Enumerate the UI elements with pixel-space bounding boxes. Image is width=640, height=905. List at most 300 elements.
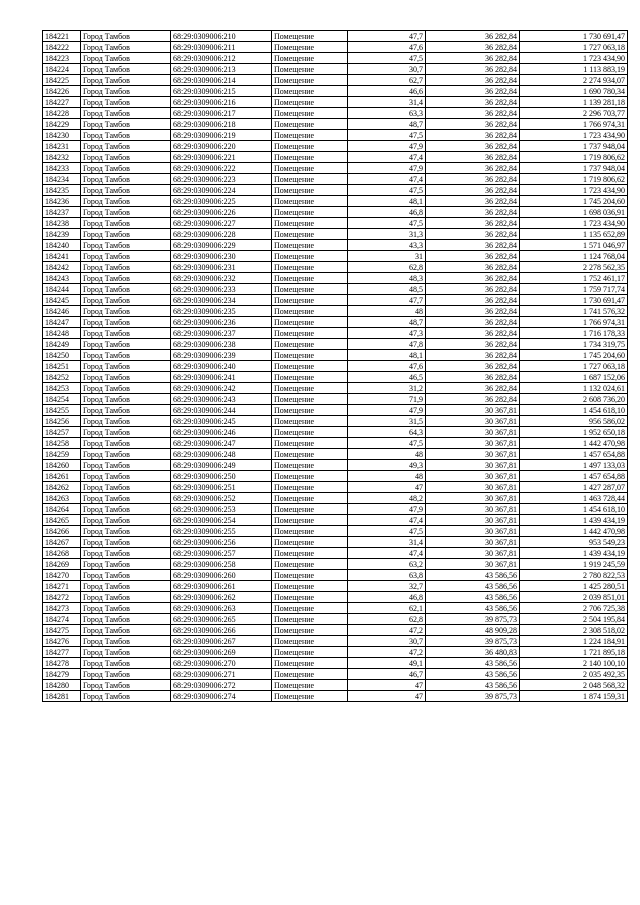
specific-value-cell: 30 367,81 — [426, 438, 520, 449]
cadastral-value-cell: 1 737 948,04 — [520, 163, 628, 174]
cadastral-value-cell: 1 734 319,75 — [520, 339, 628, 350]
area-cell: 48,5 — [348, 284, 426, 295]
object-type-cell: Помещение — [272, 405, 348, 416]
city-cell: Город Тамбов — [81, 328, 171, 339]
table-row — [43, 130, 628, 141]
table-row — [43, 108, 628, 119]
table-row — [43, 383, 628, 394]
city-cell: Город Тамбов — [81, 647, 171, 658]
specific-value-cell: 39 875,73 — [426, 614, 520, 625]
cadastral-value-cell: 1 442 470,98 — [520, 438, 628, 449]
cadastral-number-cell: 68:29:0309006:246 — [171, 427, 272, 438]
cadastral-value-cell: 1 427 287,07 — [520, 482, 628, 493]
specific-value-cell: 36 282,84 — [426, 196, 520, 207]
area-cell: 47,9 — [348, 141, 426, 152]
cadastral-number-cell: 68:29:0309006:271 — [171, 669, 272, 680]
table-row — [43, 163, 628, 174]
specific-value-cell: 39 875,73 — [426, 691, 520, 702]
row-number-cell: 184228 — [43, 108, 81, 119]
city-cell: Город Тамбов — [81, 372, 171, 383]
row-number-cell: 184251 — [43, 361, 81, 372]
cadastral-value-cell: 1 766 974,31 — [520, 317, 628, 328]
row-number-cell: 184254 — [43, 394, 81, 405]
cadastral-value-cell: 1 687 152,06 — [520, 372, 628, 383]
object-type-cell: Помещение — [272, 669, 348, 680]
area-cell: 32,7 — [348, 581, 426, 592]
area-cell: 48,7 — [348, 317, 426, 328]
row-number-cell: 184221 — [43, 31, 81, 42]
table-row — [43, 141, 628, 152]
cadastral-number-cell: 68:29:0309006:248 — [171, 449, 272, 460]
specific-value-cell: 30 367,81 — [426, 427, 520, 438]
object-type-cell: Помещение — [272, 515, 348, 526]
row-number-cell: 184247 — [43, 317, 81, 328]
table-row — [43, 339, 628, 350]
specific-value-cell: 30 367,81 — [426, 537, 520, 548]
city-cell: Город Тамбов — [81, 427, 171, 438]
object-type-cell: Помещение — [272, 229, 348, 240]
row-number-cell: 184273 — [43, 603, 81, 614]
area-cell: 46,8 — [348, 207, 426, 218]
area-cell: 47,3 — [348, 328, 426, 339]
cadastral-value-cell: 1 730 691,47 — [520, 31, 628, 42]
row-number-cell: 184237 — [43, 207, 81, 218]
city-cell: Город Тамбов — [81, 42, 171, 53]
cadastral-value-cell: 1 135 652,89 — [520, 229, 628, 240]
table-row — [43, 515, 628, 526]
area-cell: 47,5 — [348, 130, 426, 141]
object-type-cell: Помещение — [272, 625, 348, 636]
city-cell: Город Тамбов — [81, 416, 171, 427]
specific-value-cell: 30 367,81 — [426, 460, 520, 471]
specific-value-cell: 36 282,84 — [426, 31, 520, 42]
specific-value-cell: 43 586,56 — [426, 669, 520, 680]
city-cell: Город Тамбов — [81, 449, 171, 460]
cadastral-number-cell: 68:29:0309006:254 — [171, 515, 272, 526]
specific-value-cell: 36 480,83 — [426, 647, 520, 658]
area-cell: 47,5 — [348, 526, 426, 537]
table-row — [43, 31, 628, 42]
table-row — [43, 185, 628, 196]
table-row — [43, 460, 628, 471]
cadastral-number-cell: 68:29:0309006:220 — [171, 141, 272, 152]
cadastral-number-cell: 68:29:0309006:245 — [171, 416, 272, 427]
cadastral-number-cell: 68:29:0309006:241 — [171, 372, 272, 383]
object-type-cell: Помещение — [272, 350, 348, 361]
table-row — [43, 669, 628, 680]
table-row — [43, 592, 628, 603]
cadastral-value-cell: 2 039 851,01 — [520, 592, 628, 603]
area-cell: 46,5 — [348, 372, 426, 383]
cadastral-value-cell: 1 124 768,04 — [520, 251, 628, 262]
table-row — [43, 53, 628, 64]
row-number-cell: 184281 — [43, 691, 81, 702]
cadastral-value-cell: 2 706 725,38 — [520, 603, 628, 614]
object-type-cell: Помещение — [272, 339, 348, 350]
row-number-cell: 184226 — [43, 86, 81, 97]
cadastral-number-cell: 68:29:0309006:252 — [171, 493, 272, 504]
row-number-cell: 184241 — [43, 251, 81, 262]
cadastral-number-cell: 68:29:0309006:269 — [171, 647, 272, 658]
specific-value-cell: 30 367,81 — [426, 548, 520, 559]
cadastral-value-cell: 1 439 434,19 — [520, 515, 628, 526]
row-number-cell: 184280 — [43, 680, 81, 691]
cadastral-value-cell: 1 723 434,90 — [520, 185, 628, 196]
city-cell: Город Тамбов — [81, 229, 171, 240]
object-type-cell: Помещение — [272, 108, 348, 119]
table-row — [43, 229, 628, 240]
specific-value-cell: 36 282,84 — [426, 295, 520, 306]
city-cell: Город Тамбов — [81, 218, 171, 229]
object-type-cell: Помещение — [272, 526, 348, 537]
city-cell: Город Тамбов — [81, 317, 171, 328]
cadastral-number-cell: 68:29:0309006:239 — [171, 350, 272, 361]
city-cell: Город Тамбов — [81, 691, 171, 702]
object-type-cell: Помещение — [272, 427, 348, 438]
cadastral-value-cell: 956 586,02 — [520, 416, 628, 427]
cadastral-value-cell: 1 425 280,51 — [520, 581, 628, 592]
object-type-cell: Помещение — [272, 482, 348, 493]
cadastral-number-cell: 68:29:0309006:265 — [171, 614, 272, 625]
city-cell: Город Тамбов — [81, 350, 171, 361]
cadastral-number-cell: 68:29:0309006:228 — [171, 229, 272, 240]
cadastral-value-cell: 1 737 948,04 — [520, 141, 628, 152]
object-type-cell: Помещение — [272, 416, 348, 427]
area-cell: 31,3 — [348, 229, 426, 240]
table-row — [43, 548, 628, 559]
city-cell: Город Тамбов — [81, 504, 171, 515]
row-number-cell: 184263 — [43, 493, 81, 504]
object-type-cell: Помещение — [272, 306, 348, 317]
cadastral-value-cell: 953 549,23 — [520, 537, 628, 548]
cadastral-number-cell: 68:29:0309006:243 — [171, 394, 272, 405]
city-cell: Город Тамбов — [81, 515, 171, 526]
city-cell: Город Тамбов — [81, 559, 171, 570]
row-number-cell: 184224 — [43, 64, 81, 75]
cadastral-value-cell: 1 727 063,18 — [520, 361, 628, 372]
cadastral-value-cell: 1 454 618,10 — [520, 405, 628, 416]
row-number-cell: 184269 — [43, 559, 81, 570]
table-row — [43, 317, 628, 328]
object-type-cell: Помещение — [272, 328, 348, 339]
cadastral-number-cell: 68:29:0309006:231 — [171, 262, 272, 273]
area-cell: 31,4 — [348, 97, 426, 108]
object-type-cell: Помещение — [272, 504, 348, 515]
cadastral-number-cell: 68:29:0309006:233 — [171, 284, 272, 295]
area-cell: 31,5 — [348, 416, 426, 427]
object-type-cell: Помещение — [272, 174, 348, 185]
cadastral-value-cell: 1 766 974,31 — [520, 119, 628, 130]
table-row — [43, 251, 628, 262]
row-number-cell: 184267 — [43, 537, 81, 548]
cadastral-value-cell: 1 752 461,17 — [520, 273, 628, 284]
cadastral-number-cell: 68:29:0309006:216 — [171, 97, 272, 108]
specific-value-cell: 43 586,56 — [426, 592, 520, 603]
row-number-cell: 184274 — [43, 614, 81, 625]
table-row — [43, 416, 628, 427]
cadastral-value-cell: 1 721 895,18 — [520, 647, 628, 658]
area-cell: 43,3 — [348, 240, 426, 251]
city-cell: Город Тамбов — [81, 53, 171, 64]
row-number-cell: 184271 — [43, 581, 81, 592]
specific-value-cell: 36 282,84 — [426, 372, 520, 383]
area-cell: 46,6 — [348, 86, 426, 97]
area-cell: 47,7 — [348, 31, 426, 42]
cadastral-number-cell: 68:29:0309006:237 — [171, 328, 272, 339]
cadastral-number-cell: 68:29:0309006:224 — [171, 185, 272, 196]
row-number-cell: 184275 — [43, 625, 81, 636]
row-number-cell: 184272 — [43, 592, 81, 603]
specific-value-cell: 36 282,84 — [426, 229, 520, 240]
table-row — [43, 306, 628, 317]
object-type-cell: Помещение — [272, 614, 348, 625]
cadastral-number-cell: 68:29:0309006:226 — [171, 207, 272, 218]
cadastral-value-cell: 1 457 654,88 — [520, 449, 628, 460]
cadastral-number-cell: 68:29:0309006:256 — [171, 537, 272, 548]
object-type-cell: Помещение — [272, 383, 348, 394]
area-cell: 62,7 — [348, 75, 426, 86]
specific-value-cell: 36 282,84 — [426, 97, 520, 108]
specific-value-cell: 43 586,56 — [426, 570, 520, 581]
object-type-cell: Помещение — [272, 691, 348, 702]
table-row — [43, 449, 628, 460]
row-number-cell: 184223 — [43, 53, 81, 64]
cadastral-number-cell: 68:29:0309006:270 — [171, 658, 272, 669]
area-cell: 47,8 — [348, 339, 426, 350]
area-cell: 47,5 — [348, 438, 426, 449]
object-type-cell: Помещение — [272, 636, 348, 647]
cadastral-value-cell: 2 308 518,02 — [520, 625, 628, 636]
table-row — [43, 273, 628, 284]
specific-value-cell: 36 282,84 — [426, 383, 520, 394]
city-cell: Город Тамбов — [81, 163, 171, 174]
city-cell: Город Тамбов — [81, 636, 171, 647]
area-cell: 30,7 — [348, 64, 426, 75]
table-row — [43, 119, 628, 130]
cadastral-number-cell: 68:29:0309006:263 — [171, 603, 272, 614]
object-type-cell: Помещение — [272, 361, 348, 372]
row-number-cell: 184268 — [43, 548, 81, 559]
table-row — [43, 680, 628, 691]
cadastral-value-cell: 1 497 133,03 — [520, 460, 628, 471]
row-number-cell: 184232 — [43, 152, 81, 163]
cadastral-value-cell: 2 048 568,32 — [520, 680, 628, 691]
row-number-cell: 184278 — [43, 658, 81, 669]
specific-value-cell: 30 367,81 — [426, 504, 520, 515]
specific-value-cell: 36 282,84 — [426, 262, 520, 273]
row-number-cell: 184234 — [43, 174, 81, 185]
row-number-cell: 184270 — [43, 570, 81, 581]
table-row — [43, 493, 628, 504]
cadastral-number-cell: 68:29:0309006:251 — [171, 482, 272, 493]
table-row — [43, 394, 628, 405]
area-cell: 63,2 — [348, 559, 426, 570]
object-type-cell: Помещение — [272, 130, 348, 141]
area-cell: 46,8 — [348, 592, 426, 603]
cadastral-value-cell: 1 741 576,32 — [520, 306, 628, 317]
object-type-cell: Помещение — [272, 31, 348, 42]
row-number-cell: 184231 — [43, 141, 81, 152]
specific-value-cell: 43 586,56 — [426, 603, 520, 614]
cadastral-number-cell: 68:29:0309006:255 — [171, 526, 272, 537]
cadastral-number-cell: 68:29:0309006:261 — [171, 581, 272, 592]
cadastral-number-cell: 68:29:0309006:247 — [171, 438, 272, 449]
area-cell: 47,7 — [348, 295, 426, 306]
object-type-cell: Помещение — [272, 592, 348, 603]
area-cell: 48,1 — [348, 196, 426, 207]
cadastral-number-cell: 68:29:0309006:272 — [171, 680, 272, 691]
city-cell: Город Тамбов — [81, 405, 171, 416]
city-cell: Город Тамбов — [81, 570, 171, 581]
cadastral-number-cell: 68:29:0309006:257 — [171, 548, 272, 559]
specific-value-cell: 30 367,81 — [426, 405, 520, 416]
specific-value-cell: 36 282,84 — [426, 130, 520, 141]
specific-value-cell: 36 282,84 — [426, 174, 520, 185]
cadastral-number-cell: 68:29:0309006:262 — [171, 592, 272, 603]
specific-value-cell: 36 282,84 — [426, 119, 520, 130]
city-cell: Город Тамбов — [81, 185, 171, 196]
city-cell: Город Тамбов — [81, 97, 171, 108]
city-cell: Город Тамбов — [81, 680, 171, 691]
specific-value-cell: 36 282,84 — [426, 306, 520, 317]
cadastral-value-cell: 1 723 434,90 — [520, 218, 628, 229]
row-number-cell: 184238 — [43, 218, 81, 229]
area-cell: 47,4 — [348, 515, 426, 526]
specific-value-cell: 36 282,84 — [426, 207, 520, 218]
specific-value-cell: 36 282,84 — [426, 42, 520, 53]
city-cell: Город Тамбов — [81, 581, 171, 592]
row-number-cell: 184225 — [43, 75, 81, 86]
specific-value-cell: 30 367,81 — [426, 493, 520, 504]
table-row — [43, 240, 628, 251]
area-cell: 62,8 — [348, 262, 426, 273]
area-cell: 48 — [348, 449, 426, 460]
cadastral-number-cell: 68:29:0309006:214 — [171, 75, 272, 86]
row-number-cell: 184236 — [43, 196, 81, 207]
cadastral-value-cell: 1 571 046,97 — [520, 240, 628, 251]
city-cell: Город Тамбов — [81, 174, 171, 185]
object-type-cell: Помещение — [272, 317, 348, 328]
table-row — [43, 614, 628, 625]
specific-value-cell: 36 282,84 — [426, 394, 520, 405]
city-cell: Город Тамбов — [81, 526, 171, 537]
specific-value-cell: 36 282,84 — [426, 64, 520, 75]
row-number-cell: 184260 — [43, 460, 81, 471]
specific-value-cell: 36 282,84 — [426, 284, 520, 295]
city-cell: Город Тамбов — [81, 86, 171, 97]
area-cell: 48 — [348, 471, 426, 482]
city-cell: Город Тамбов — [81, 394, 171, 405]
table-row — [43, 603, 628, 614]
table-row — [43, 350, 628, 361]
specific-value-cell: 30 367,81 — [426, 471, 520, 482]
row-number-cell: 184250 — [43, 350, 81, 361]
row-number-cell: 184257 — [43, 427, 81, 438]
table-row — [43, 482, 628, 493]
table-row — [43, 647, 628, 658]
city-cell: Город Тамбов — [81, 251, 171, 262]
cadastral-number-cell: 68:29:0309006:210 — [171, 31, 272, 42]
cadastral-value-cell: 1 919 245,59 — [520, 559, 628, 570]
cadastral-value-cell: 1 454 618,10 — [520, 504, 628, 515]
specific-value-cell: 36 282,84 — [426, 361, 520, 372]
cadastral-number-cell: 68:29:0309006:221 — [171, 152, 272, 163]
city-cell: Город Тамбов — [81, 273, 171, 284]
object-type-cell: Помещение — [272, 284, 348, 295]
table-row — [43, 570, 628, 581]
table-row — [43, 295, 628, 306]
row-number-cell: 184245 — [43, 295, 81, 306]
area-cell: 48 — [348, 306, 426, 317]
city-cell: Город Тамбов — [81, 625, 171, 636]
cadastral-number-cell: 68:29:0309006:235 — [171, 306, 272, 317]
row-number-cell: 184261 — [43, 471, 81, 482]
object-type-cell: Помещение — [272, 86, 348, 97]
area-cell: 31,4 — [348, 537, 426, 548]
row-number-cell: 184276 — [43, 636, 81, 647]
object-type-cell: Помещение — [272, 185, 348, 196]
area-cell: 47,6 — [348, 42, 426, 53]
table-row — [43, 86, 628, 97]
cadastral-value-cell: 1 698 036,91 — [520, 207, 628, 218]
table-row — [43, 284, 628, 295]
cadastral-number-cell: 68:29:0309006:218 — [171, 119, 272, 130]
cadastral-value-cell: 1 139 281,18 — [520, 97, 628, 108]
cadastral-number-cell: 68:29:0309006:212 — [171, 53, 272, 64]
city-cell: Город Тамбов — [81, 548, 171, 559]
city-cell: Город Тамбов — [81, 152, 171, 163]
object-type-cell: Помещение — [272, 75, 348, 86]
cadastral-number-cell: 68:29:0309006:217 — [171, 108, 272, 119]
row-number-cell: 184249 — [43, 339, 81, 350]
row-number-cell: 184259 — [43, 449, 81, 460]
object-type-cell: Помещение — [272, 438, 348, 449]
object-type-cell: Помещение — [272, 471, 348, 482]
cadastral-value-cell: 2 608 736,20 — [520, 394, 628, 405]
cadastral-value-cell: 1 727 063,18 — [520, 42, 628, 53]
cadastral-number-cell: 68:29:0309006:223 — [171, 174, 272, 185]
specific-value-cell: 36 282,84 — [426, 218, 520, 229]
table-body — [43, 31, 628, 702]
table-row — [43, 537, 628, 548]
specific-value-cell: 30 367,81 — [426, 526, 520, 537]
table-row — [43, 504, 628, 515]
row-number-cell: 184258 — [43, 438, 81, 449]
city-cell: Город Тамбов — [81, 471, 171, 482]
cadastral-value-cell: 2 140 100,10 — [520, 658, 628, 669]
row-number-cell: 184279 — [43, 669, 81, 680]
cadastral-number-cell: 68:29:0309006:236 — [171, 317, 272, 328]
cadastral-number-cell: 68:29:0309006:234 — [171, 295, 272, 306]
cadastral-number-cell: 68:29:0309006:240 — [171, 361, 272, 372]
object-type-cell: Помещение — [272, 570, 348, 581]
row-number-cell: 184239 — [43, 229, 81, 240]
city-cell: Город Тамбов — [81, 141, 171, 152]
table-row — [43, 361, 628, 372]
specific-value-cell: 36 282,84 — [426, 75, 520, 86]
table-row — [43, 174, 628, 185]
object-type-cell: Помещение — [272, 295, 348, 306]
city-cell: Город Тамбов — [81, 438, 171, 449]
object-type-cell: Помещение — [272, 493, 348, 504]
city-cell: Город Тамбов — [81, 306, 171, 317]
city-cell: Город Тамбов — [81, 603, 171, 614]
specific-value-cell: 39 875,73 — [426, 636, 520, 647]
object-type-cell: Помещение — [272, 64, 348, 75]
row-number-cell: 184243 — [43, 273, 81, 284]
specific-value-cell: 36 282,84 — [426, 328, 520, 339]
area-cell: 48,3 — [348, 273, 426, 284]
